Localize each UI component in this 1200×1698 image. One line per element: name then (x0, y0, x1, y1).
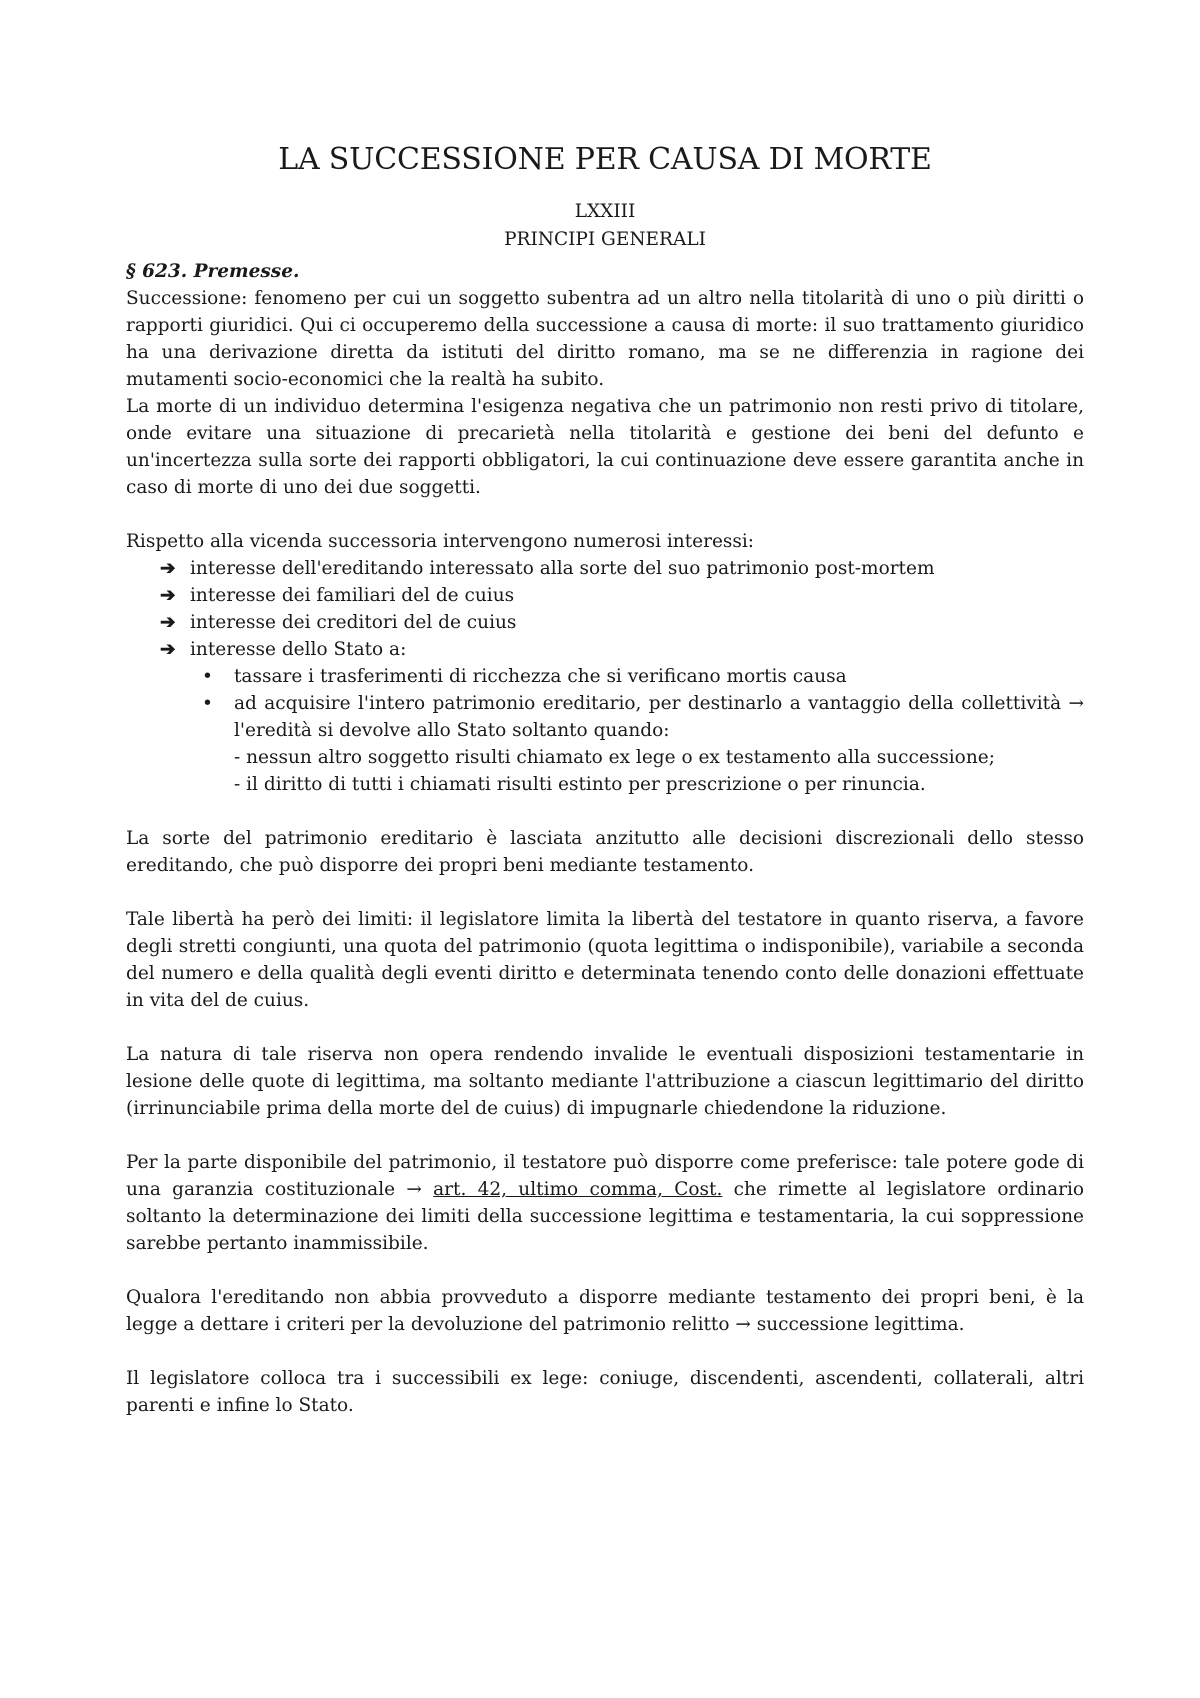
text-span: Per la parte disponibile del patrimonio, il testatore può disporre come preferisce: tale potere gode di una garanzia costituzionale → (126, 1152, 1084, 1200)
article-reference: art. 42, ultimo comma, Cost. (433, 1179, 723, 1200)
state-interests-list (126, 663, 1084, 798)
interests-list (126, 555, 1084, 663)
chapter-name: PRINCIPI GENERALI (504, 229, 706, 250)
interest-text: interesse dell'ereditando interessato alla sorte del suo patrimonio post-mortem (190, 558, 935, 579)
condition-line: - nessun altro soggetto risulti chiamato ex lege o ex testamento alla successione; (234, 747, 995, 768)
paragraph-legitimate-succession: Qualora l'ereditando non abbia provveduto a disporre mediante testamento dei propri beni, è la legge a dettare i criteri per la devoluzione del patrimonio relitto → successione legittima. (126, 1287, 1084, 1335)
paragraph-testament: La sorte del patrimonio ereditario è lasciata anzitutto alle decisioni discrezionali dello stesso ereditando, che può disporre dei propri beni mediante testamento. (126, 828, 1084, 876)
chapter-number: LXXIII (574, 201, 636, 222)
list-item (160, 582, 1084, 609)
list-item (200, 663, 1084, 690)
paragraph-reserve: La natura di tale riserva non opera rendendo invalide le eventuali disposizioni testamentarie in lesione delle quote di legittima, ma soltanto mediante l'attribuzione a ciascun legittimario del diritto (irrinunciabile prima della morte del de cuius) di impugnarle chiedendone la riduzione. (126, 1044, 1084, 1119)
paragraph-successors: Il legislatore colloca tra i successibili ex lege: coniuge, discendenti, ascendenti, collaterali, altri parenti e infine lo Stato. (126, 1368, 1084, 1416)
arrow-right-icon: ➔ (160, 585, 176, 606)
list-item (160, 636, 1084, 663)
list-item (160, 555, 1084, 582)
text-span: che rimette al legislatore ordinario soltanto la determinazione dei limiti della successione legittima e testamentaria, la cui soppressione sarebbe pertanto inammissibile. (126, 1179, 1084, 1254)
interest-text: interesse dei creditori del de cuius (190, 612, 517, 633)
arrow-right-icon: ➔ (160, 612, 176, 633)
arrow-right-icon: ➔ (160, 639, 176, 660)
state-interest-text: ad acquisire l'intero patrimonio ereditario, per destinarlo a vantaggio della collettività → l'eredità si devolve allo Stato soltanto quando: (234, 693, 1084, 741)
list-item (160, 609, 1084, 636)
condition-line: - il diritto di tutti i chiamati risulti estinto per prescrizione o per rinuncia. (234, 774, 926, 795)
arrow-right-icon: ➔ (160, 558, 176, 579)
bullet-icon: • (202, 666, 213, 687)
interest-text: interesse dello Stato a: (190, 639, 407, 660)
list-item (200, 690, 1084, 798)
paragraph-limits: Tale libertà ha però dei limiti: il legislatore limita la libertà del testatore in quanto riserva, a favore degli stretti congiunti, una quota del patrimonio (quota legittima o indisponibile), variabile a seconda del numero e della qualità degli eventi diritto e determinata tenendo conto delle donazioni effettuate in vita del de cuius. (126, 909, 1084, 1011)
paragraph-death-need: La morte di un individuo determina l'esigenza negativa che un patrimonio non resti privo di titolare, onde evitare una situazione di precarietà nella titolarità e gestione dei beni del defunto e un'incertezza sulla sorte dei rapporti obbligatori, la cui continuazione deve essere garantita anche in caso di morte di uno dei due soggetti. (126, 396, 1084, 498)
paragraph-definition: Successione: fenomeno per cui un soggetto subentra ad un altro nella titolarità di uno o più diritti o rapporti giuridici. Qui ci occuperemo della successione a causa di morte: il suo trattamento giuridico ha una derivazione diretta da istituti del diritto romano, ma se ne differenzia in ragione dei mutamenti socio-economici che la realtà ha subito. (126, 288, 1084, 390)
paragraph-disposable (126, 1149, 1084, 1257)
bullet-icon: • (202, 693, 213, 714)
interest-text: interesse dei familiari del de cuius (190, 585, 515, 606)
document-title: LA SUCCESSIONE PER CAUSA DI MORTE (278, 142, 932, 177)
state-interest-text: tassare i trasferimenti di ricchezza che si verificano mortis causa (234, 666, 847, 687)
paragraph-interests-intro: Rispetto alla vicenda successoria intervengono numerosi interessi: (126, 531, 755, 552)
section-heading: § 623. Premesse. (126, 261, 300, 282)
